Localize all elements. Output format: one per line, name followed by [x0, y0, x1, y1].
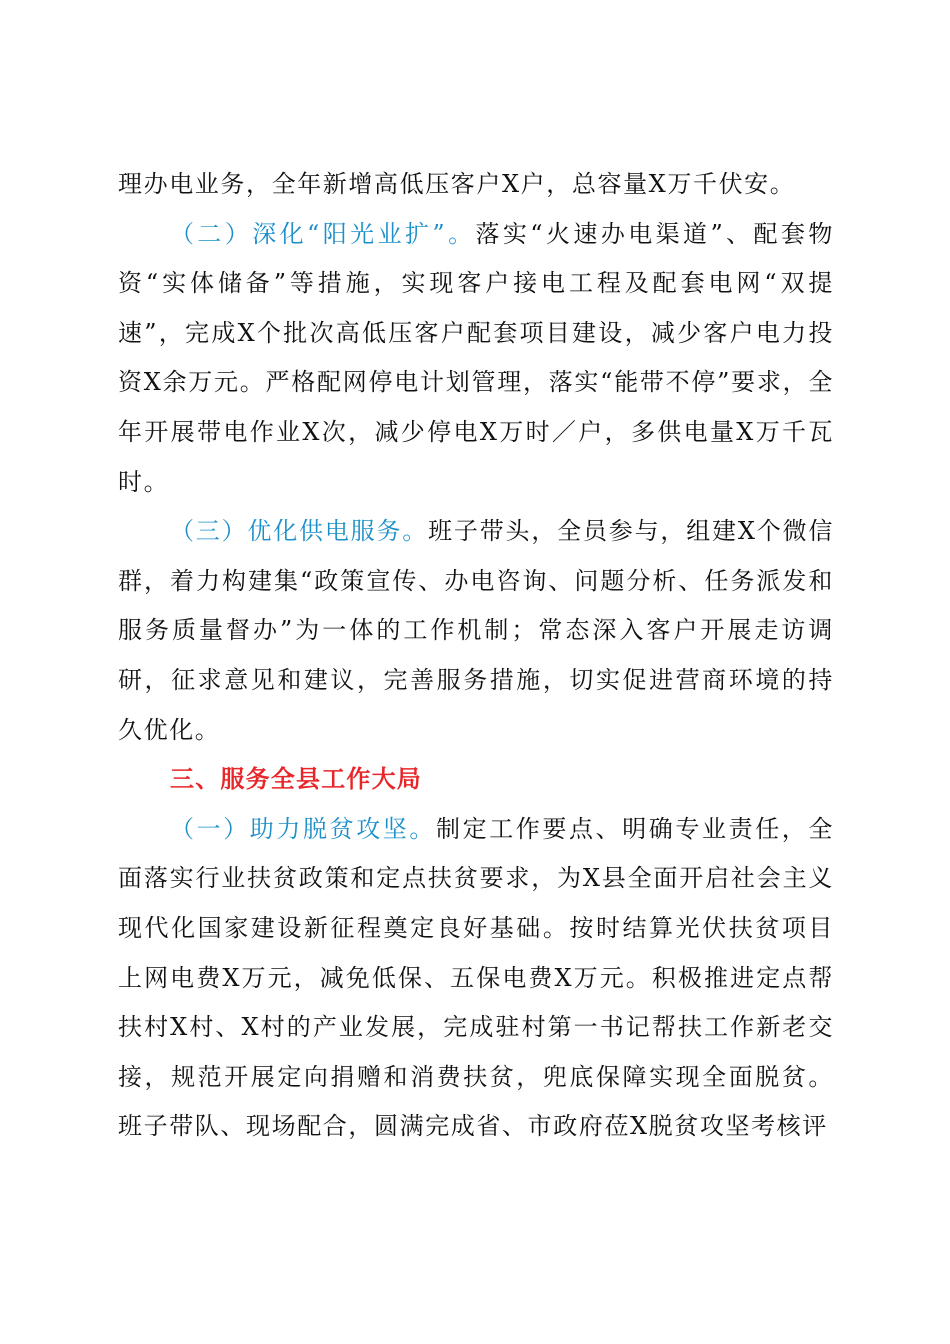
- section-heading-3: 三、服务全县工作大局: [170, 765, 422, 794]
- subheading-yangguang-yekuo: （二）深化“阳光业扩”。: [170, 219, 476, 248]
- paragraph-body: 班子带头，全员参与，组建X个微信群，着力构建集“政策宣传、办电咨询、问题分析、任务派发和服务质量督办”为一体的工作机制；常态深入客户开展走访调研，征求意见和建议，完善服务措施，切实促进营商环境的持久优化。: [118, 517, 834, 744]
- paragraph-continuation: [118, 160, 834, 210]
- paragraph-body: 理办电业务，全年新增高低压客户X户，总容量X万千伏安。: [118, 170, 796, 198]
- subheading-tuopin-gongjian: （一）助力脱贫攻坚。: [170, 814, 436, 843]
- paragraph-tuopin-gongjian: [118, 805, 834, 1152]
- document-page: [118, 160, 834, 1152]
- paragraph-body: 落实“火速办电渠道”、配套物资“实体储备”等措施，实现客户接电工程及配套电网“双提速”，完成X个批次高低压客户配套项目建设，减少客户电力投资X余万元。严格配网停电计划管理，落实“能带不停”要求，全年开展带电作业X次，减少停电X万时／户，多供电量X万千瓦时。: [118, 219, 834, 496]
- subheading-gongdian-fuwu: （三）优化供电服务。: [170, 517, 429, 546]
- paragraph-body: 制定工作要点、明确专业责任，全面落实行业扶贫政策和定点扶贫要求，为X县全面开启社会主义现代化国家建设新征程奠定良好基础。按时结算光伏扶贫项目上网电费X万元，减免低保、五保电费X万元。积极推进定点帮扶村X村、X村的产业发展，完成驻村第一书记帮扶工作新老交接，规范开展定向捐赠和消费扶贫，兜底保障实现全面脱贫。班子带队、现场配合，圆满完成省、市政府莅X脱贫攻坚考核评: [118, 814, 834, 1141]
- paragraph-yangguang-yekuo: [118, 210, 834, 508]
- paragraph-gongdian-fuwu: [118, 507, 834, 755]
